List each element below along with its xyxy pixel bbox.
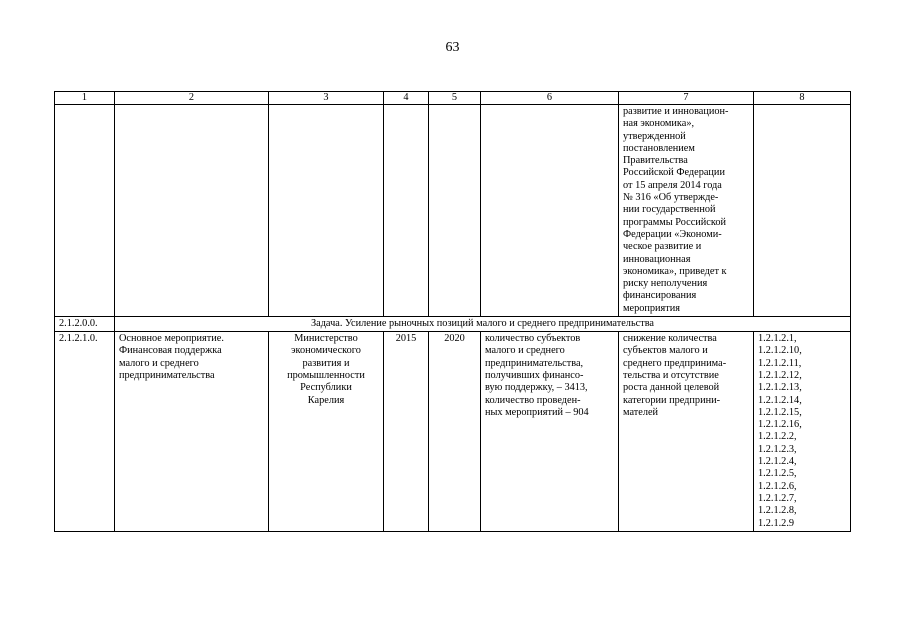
activity-code: 2.1.2.1.0. — [55, 332, 115, 532]
cell-empty — [55, 105, 115, 317]
cell-empty — [481, 105, 619, 317]
task-title: Задача. Усиление рыночных позиций малого и среднего предпринимательства — [115, 317, 851, 332]
header-cell-5: 5 — [429, 92, 481, 105]
header-row — [55, 92, 851, 105]
header-cell-1: 1 — [55, 92, 115, 105]
activity-consequences: снижение количества субъектов малого и среднего предпринима- тельства и отсутствие роста данной целевой категории предприни- мателей — [619, 332, 754, 532]
activity-executor: Министерство экономического развития и промышленности Республики Карелия — [269, 332, 384, 532]
activity-start-year: 2015 — [384, 332, 429, 532]
program-table — [54, 91, 851, 532]
header-cell-8: 8 — [754, 92, 851, 105]
header-cell-3: 3 — [269, 92, 384, 105]
activity-row — [55, 332, 851, 532]
continuation-row — [55, 105, 851, 317]
cell-empty — [384, 105, 429, 317]
cell-empty — [115, 105, 269, 317]
activity-result: количество субъектов малого и среднего предпринимательства, получивших финансо- вую поддержку, – 3413, количество проведен- ных мероприятий – 904 — [481, 332, 619, 532]
activity-name: Основное мероприятие. Финансовая поддержка малого и среднего предпринимательства — [115, 332, 269, 532]
header-cell-6: 6 — [481, 92, 619, 105]
cell-empty — [754, 105, 851, 317]
task-code: 2.1.2.0.0. — [55, 317, 115, 332]
header-cell-2: 2 — [115, 92, 269, 105]
activity-end-year: 2020 — [429, 332, 481, 532]
activity-indicators: 1.2.1.2.1, 1.2.1.2.10, 1.2.1.2.11, 1.2.1.2.12, 1.2.1.2.13, 1.2.1.2.14, 1.2.1.2.15, 1.2.1.2.16, 1.2.1.2.2, 1.2.1.2.3, 1.2.1.2.4, 1.2.1.2.5, 1.2.1.2.6, 1.2.1.2.7, 1.2.1.2.8, 1.2.1.2.9 — [754, 332, 851, 532]
header-cell-4: 4 — [384, 92, 429, 105]
page-number: 63 — [445, 40, 460, 55]
task-row — [55, 317, 851, 332]
cell-empty — [429, 105, 481, 317]
header-cell-7: 7 — [619, 92, 754, 105]
cell-empty — [269, 105, 384, 317]
continuation-consequences: развитие и инновацион- ная экономика», утвержденной постановлением Правительства Российской Федерации от 15 апреля 2014 года № 316 «Об утвержде- нии государственной программы Российской Федерации «Экономи- ческое развитие и инновационная экономика», приведет к риску неполучения финансирования мероприятия — [619, 105, 754, 317]
